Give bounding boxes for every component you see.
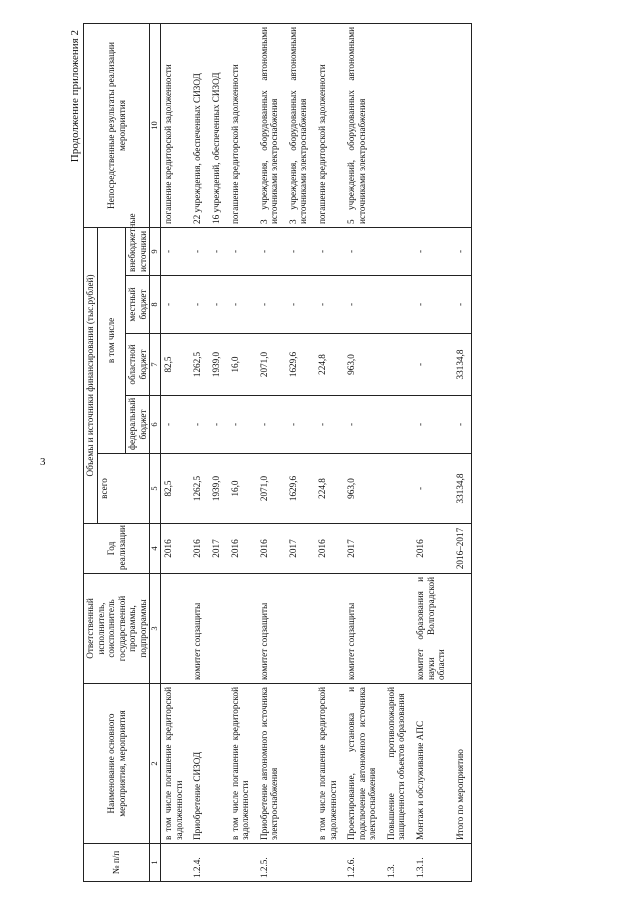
row-result — [413, 24, 453, 228]
row-result: 3 учреждения, оборудованных автономными источниками электроснабжения — [286, 24, 315, 228]
row-regional: 1939,0 — [209, 334, 228, 396]
column-number: 7 — [150, 334, 161, 396]
table-row — [413, 24, 453, 882]
column-number: 6 — [150, 396, 161, 454]
row-regional: 82,5 — [161, 334, 191, 396]
row-name: Приобретение автономного источника электроснабжения — [257, 684, 286, 844]
row-total — [384, 454, 413, 524]
row-federal: - — [257, 396, 286, 454]
row-total: 963,0 — [344, 454, 384, 524]
row-number — [315, 844, 344, 882]
column-number: 4 — [150, 524, 161, 574]
row-regional: 1262,5 — [190, 334, 209, 396]
row-federal: - — [190, 396, 209, 454]
header-total: всего — [97, 454, 150, 524]
column-number: 5 — [150, 454, 161, 524]
row-year: 2016 — [315, 524, 344, 574]
table-row — [257, 24, 286, 882]
column-number: 1 — [150, 844, 161, 882]
row-local: - — [161, 276, 191, 334]
header-local: местный бюджет — [126, 276, 150, 334]
row-local: - — [228, 276, 257, 334]
row-year: 2016 — [161, 524, 191, 574]
row-name: в том числе погашение кредиторской задолженности — [228, 684, 257, 844]
row-year: 2017 — [286, 524, 315, 574]
row-number: 1.2.6. — [344, 844, 384, 882]
table-row — [286, 24, 315, 882]
row-responsible: комитет соцзащиты — [257, 574, 286, 684]
row-year — [384, 524, 413, 574]
row-regional: 963,0 — [344, 334, 384, 396]
row-number — [209, 844, 228, 882]
row-responsible: комитет соцзащиты — [190, 574, 209, 684]
row-responsible — [228, 574, 257, 684]
row-result: погашение кредиторской задолженности — [161, 24, 191, 228]
row-result: погашение кредиторской задолженности — [315, 24, 344, 228]
row-local: - — [257, 276, 286, 334]
row-total: 1629,6 — [286, 454, 315, 524]
row-federal: - — [209, 396, 228, 454]
column-number: 10 — [150, 24, 161, 228]
row-number — [228, 844, 257, 882]
row-responsible: комитет соцзащиты — [344, 574, 384, 684]
row-name: Итого по мероприятию — [453, 684, 472, 844]
table-row — [315, 24, 344, 882]
row-number — [161, 844, 191, 882]
row-extra — [384, 228, 413, 276]
row-total: - — [413, 454, 453, 524]
row-result: 3 учреждения, оборудованных автономными источниками электроснабжения — [257, 24, 286, 228]
row-year: 2017 — [209, 524, 228, 574]
row-name: Проектирование, установка и подключение автономного источника электроснабжения — [344, 684, 384, 844]
row-year: 2016 — [413, 524, 453, 574]
row-extra: - — [190, 228, 209, 276]
row-name: Монтаж и обслуживание АПС — [413, 684, 453, 844]
row-result: 16 учреждений, обеспеченных СИЗОД — [209, 24, 228, 228]
row-extra: - — [161, 228, 191, 276]
row-local: - — [190, 276, 209, 334]
row-regional: 2071,0 — [257, 334, 286, 396]
row-total: 82,5 — [161, 454, 191, 524]
row-name: в том числе погашение кредиторской задолженности — [161, 684, 191, 844]
header-regional: областной бюджет — [126, 334, 150, 396]
header-results: Непосредственные результаты реализации мероприятия — [84, 24, 150, 228]
row-number: 1.2.5. — [257, 844, 286, 882]
table-row — [344, 24, 384, 882]
row-responsible — [161, 574, 191, 684]
row-regional: - — [413, 334, 453, 396]
row-number: 1.2.4. — [190, 844, 209, 882]
row-year: 2016–2017 — [453, 524, 472, 574]
row-total: 33134,8 — [453, 454, 472, 524]
row-local: - — [344, 276, 384, 334]
row-federal: - — [413, 396, 453, 454]
header-including: в том числе — [97, 228, 126, 454]
row-local: - — [413, 276, 453, 334]
financing-table — [83, 23, 472, 882]
row-name: в том числе погашение кредиторской задолженности — [315, 684, 344, 844]
row-total: 2071,0 — [257, 454, 286, 524]
row-extra: - — [228, 228, 257, 276]
row-result: 5 учреждений, оборудованных автономными источниками электроснабжения — [344, 24, 384, 228]
row-extra: - — [315, 228, 344, 276]
header-year: Год реализации — [84, 524, 150, 574]
table-row — [190, 24, 209, 882]
column-number: 9 — [150, 228, 161, 276]
row-name: Повышение противопожарной защищенности объектов образования — [384, 684, 413, 844]
row-regional: 224,8 — [315, 334, 344, 396]
column-number: 8 — [150, 276, 161, 334]
row-extra: - — [257, 228, 286, 276]
header-name: Наименование основного мероприятия, мероприятия — [84, 684, 150, 844]
row-name — [209, 684, 228, 844]
row-local: - — [453, 276, 472, 334]
row-total: 224,8 — [315, 454, 344, 524]
row-federal: - — [286, 396, 315, 454]
row-extra: - — [286, 228, 315, 276]
header-num: № п/п — [84, 844, 150, 882]
row-extra: - — [209, 228, 228, 276]
row-federal — [384, 396, 413, 454]
table-row — [161, 24, 191, 882]
row-total: 16,0 — [228, 454, 257, 524]
row-local: - — [286, 276, 315, 334]
header-volumes: Объемы и источники финансирования (тыс.рублей) — [84, 228, 98, 524]
row-responsible — [209, 574, 228, 684]
row-federal: - — [315, 396, 344, 454]
header-federal: федеральный бюджет — [126, 396, 150, 454]
row-federal: - — [228, 396, 257, 454]
row-extra: - — [413, 228, 453, 276]
row-number — [286, 844, 315, 882]
header-extra: внебюджетные источники — [126, 228, 150, 276]
row-number: 1.3.1. — [413, 844, 453, 882]
row-result: 22 учреждения, обеспеченных СИЗОД — [190, 24, 209, 228]
row-total: 1262,5 — [190, 454, 209, 524]
table-row — [228, 24, 257, 882]
row-number: 1.3. — [384, 844, 413, 882]
row-responsible — [453, 574, 472, 684]
row-year: 2017 — [344, 524, 384, 574]
row-local — [384, 276, 413, 334]
row-extra: - — [344, 228, 384, 276]
row-federal: - — [453, 396, 472, 454]
row-year: 2016 — [257, 524, 286, 574]
table-row — [209, 24, 228, 882]
row-name: Приобретение СИЗОД — [190, 684, 209, 844]
row-responsible: комитет образования и науки Волгоградской области — [413, 574, 453, 684]
row-result: погашение кредиторской задолженности — [228, 24, 257, 228]
row-extra: - — [453, 228, 472, 276]
page-number: 3 — [40, 456, 46, 468]
table-row — [384, 24, 413, 882]
row-responsible — [384, 574, 413, 684]
row-federal: - — [344, 396, 384, 454]
row-responsible — [315, 574, 344, 684]
row-name — [286, 684, 315, 844]
row-regional: 33134,8 — [453, 334, 472, 396]
row-regional: 16,0 — [228, 334, 257, 396]
row-regional: 1629,6 — [286, 334, 315, 396]
column-number: 2 — [150, 684, 161, 844]
row-federal: - — [161, 396, 191, 454]
row-regional — [384, 334, 413, 396]
column-number: 3 — [150, 574, 161, 684]
column-number-row — [150, 24, 161, 882]
row-total: 1939,0 — [209, 454, 228, 524]
row-year: 2016 — [228, 524, 257, 574]
row-local: - — [209, 276, 228, 334]
table-row — [453, 24, 472, 882]
row-responsible — [286, 574, 315, 684]
continuation-note: Продолжение приложения 2 — [69, 30, 81, 163]
rotated-page — [71, 22, 631, 882]
row-result — [384, 24, 413, 228]
row-year: 2016 — [190, 524, 209, 574]
header-responsible: Ответственный исполнитель, соисполнитель государственной программы, подпрограммы — [84, 574, 150, 684]
row-result — [453, 24, 472, 228]
row-local: - — [315, 276, 344, 334]
row-number — [453, 844, 472, 882]
